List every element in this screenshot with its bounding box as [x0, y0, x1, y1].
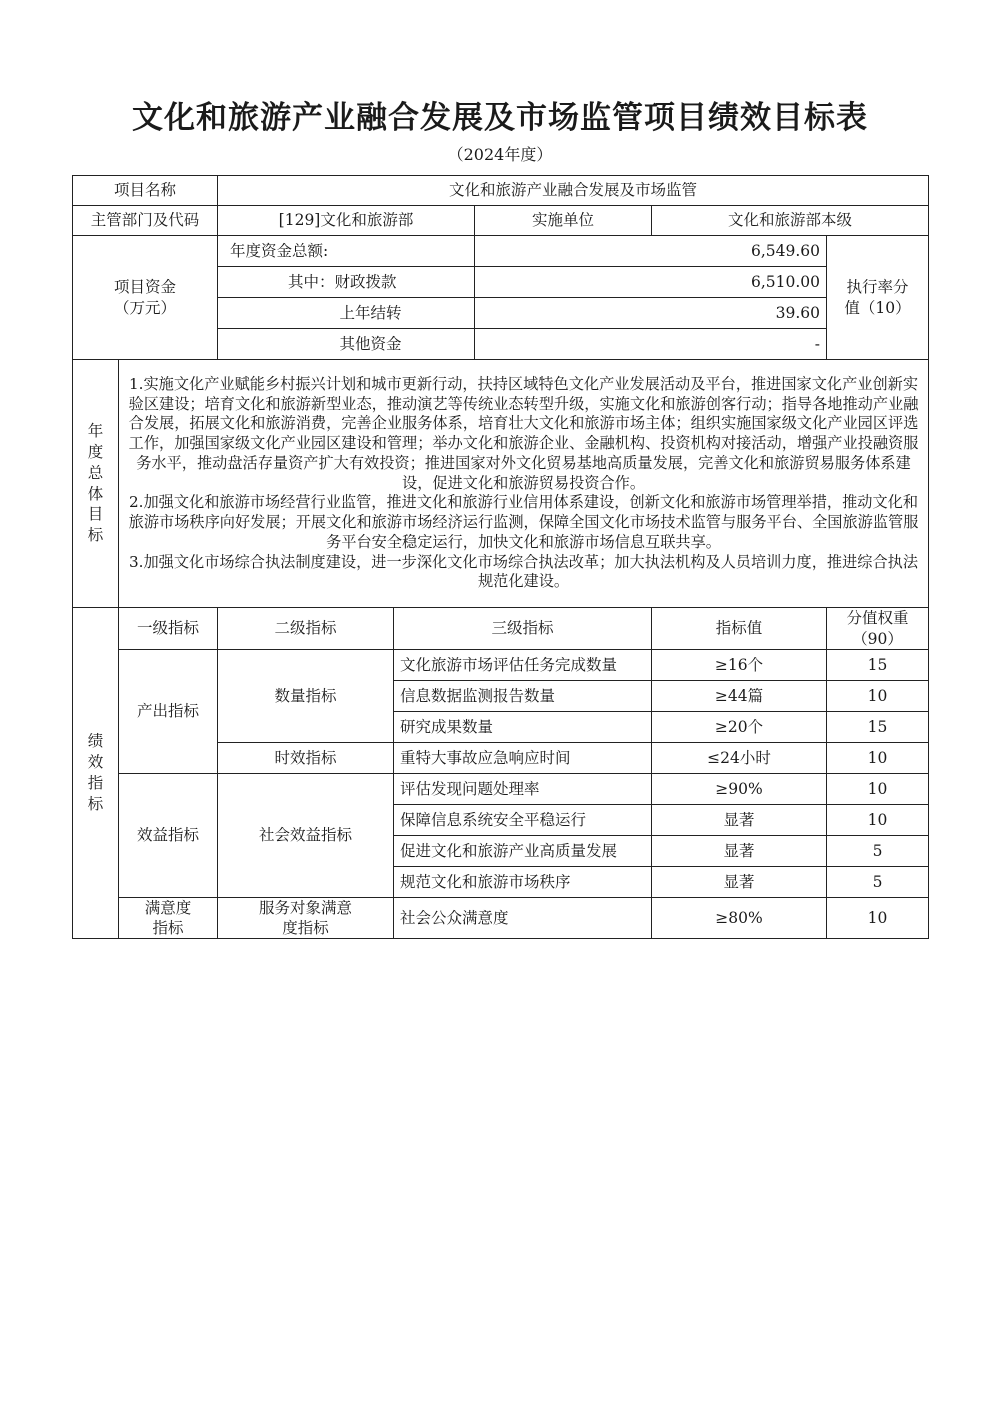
indicator-name: 评估发现问题处理率: [394, 774, 652, 805]
funds-carryover-value: 39.60: [475, 298, 827, 329]
indicator-weight: 5: [827, 836, 929, 867]
timeliness-indicator-label: 时效指标: [218, 743, 394, 774]
level3-header: 三级指标: [394, 608, 652, 650]
indicator-name: 文化旅游市场评估任务完成数量: [394, 650, 652, 681]
indicator-weight: 10: [827, 898, 929, 939]
indicator-value: 显著: [652, 867, 827, 898]
funds-total-label: 年度资金总额:: [218, 236, 475, 267]
indicator-weight: 10: [827, 805, 929, 836]
satisfaction-indicator-label: 满意度指标: [119, 898, 218, 939]
indicator-value: ≥44篇: [652, 681, 827, 712]
project-name-value: 文化和旅游产业融合发展及市场监管: [218, 176, 929, 206]
indicator-weight: 5: [827, 867, 929, 898]
indicator-name: 信息数据监测报告数量: [394, 681, 652, 712]
output-indicator-label: 产出指标: [119, 650, 218, 774]
table-row: [73, 774, 929, 805]
indicator-value: ≥90%: [652, 774, 827, 805]
page-title: 文化和旅游产业融合发展及市场监管项目绩效目标表: [132, 100, 868, 136]
level2-header: 二级指标: [218, 608, 394, 650]
service-satisfaction-indicator-label: 服务对象满意度指标: [218, 898, 394, 939]
goal-item: 2.加强文化和旅游市场经营行业监管，推进文化和旅游行业信用体系建设，创新文化和旅游市场管理举措，推动文化和旅游市场秩序向好发展；开展文化和旅游市场经济运行监测，保障全国文化市场技术监管与服务平台、全国旅游监管服务平台安全稳定运行，加快文化和旅游市场信息互联共享。: [128, 493, 919, 551]
indicator-value: ≥16个: [652, 650, 827, 681]
project-name-row: [73, 176, 929, 206]
annual-goals-content: [119, 360, 929, 608]
project-name-label: 项目名称: [73, 176, 218, 206]
indicator-weight: 10: [827, 681, 929, 712]
page-subtitle: （2024年度）: [447, 145, 553, 164]
implementing-unit-label: 实施单位: [475, 206, 652, 236]
indicator-value: 显著: [652, 805, 827, 836]
indicator-value: 显著: [652, 836, 827, 867]
indicator-name: 促进文化和旅游产业高质量发展: [394, 836, 652, 867]
indicator-value-header: 指标值: [652, 608, 827, 650]
indicator-name: 保障信息系统安全平稳运行: [394, 805, 652, 836]
department-value: [129]文化和旅游部: [218, 206, 475, 236]
goal-item: 1.实施文化产业赋能乡村振兴计划和城市更新行动，扶持区域特色文化产业发展活动及平台，推进国家文化产业创新实验区建设；培育文化和旅游新型业态，推动演艺等传统业态转型升级，实施文化和旅游创客行动；指导各地推动产业融合发展，拓展文化和旅游消费，完善企业服务体系，培育壮大文化和旅游市场主体；组织实施国家级文化产业园区评选工作，加强国家级文化产业园区建设和管理；举办文化和旅游企业、金融机构、投资机构对接活动，增强产业投融资服务水平，推动盘活存量资产扩大有效投资；推进国家对外文化贸易基地高质量发展，完善文化和旅游贸易服务体系建设，促进文化和旅游贸易投资合作。: [128, 374, 919, 492]
funds-total-row: [73, 236, 929, 267]
funds-other-value: -: [475, 329, 827, 360]
funds-fiscal-value: 6,510.00: [475, 267, 827, 298]
indicator-name: 研究成果数量: [394, 712, 652, 743]
indicator-weight: 10: [827, 743, 929, 774]
performance-goal-table: [72, 175, 929, 939]
funds-fiscal-label: 其中：财政拨款: [218, 267, 475, 298]
annual-goals-row: [73, 360, 929, 608]
indicator-header-row: [73, 608, 929, 650]
indicator-name: 社会公众满意度: [394, 898, 652, 939]
level1-header: 一级指标: [119, 608, 218, 650]
annual-goals-label: 年度总体目标: [73, 360, 119, 608]
funds-other-label: 其他资金: [218, 329, 475, 360]
implementing-unit-value: 文化和旅游部本级: [652, 206, 929, 236]
social-benefit-indicator-label: 社会效益指标: [218, 774, 394, 898]
indicator-name: 重特大事故应急响应时间: [394, 743, 652, 774]
indicator-weight: 10: [827, 774, 929, 805]
funds-total-value: 6,549.60: [475, 236, 827, 267]
department-label: 主管部门及代码: [73, 206, 218, 236]
indicator-value: ≥80%: [652, 898, 827, 939]
table-row: [73, 898, 929, 939]
quantity-indicator-label: 数量指标: [218, 650, 394, 743]
indicator-value: ≥20个: [652, 712, 827, 743]
performance-indicators-label: 绩效指标: [73, 608, 119, 939]
goal-item: 3.加强文化市场综合执法制度建设，进一步深化文化市场综合执法改革；加大执法机构及人员培训力度，推进综合执法规范化建设。: [128, 552, 919, 591]
project-funds-label: 项目资金（万元）: [73, 236, 218, 360]
indicator-weight: 15: [827, 712, 929, 743]
benefit-indicator-label: 效益指标: [119, 774, 218, 898]
indicator-name: 规范文化和旅游市场秩序: [394, 867, 652, 898]
table-row: [73, 650, 929, 681]
execution-rate-score-label: 执行率分值（10）: [827, 236, 929, 360]
department-row: [73, 206, 929, 236]
funds-carryover-label: 上年结转: [218, 298, 475, 329]
weight-header: 分值权重（90）: [827, 608, 929, 650]
indicator-weight: 15: [827, 650, 929, 681]
indicator-value: ≤24小时: [652, 743, 827, 774]
